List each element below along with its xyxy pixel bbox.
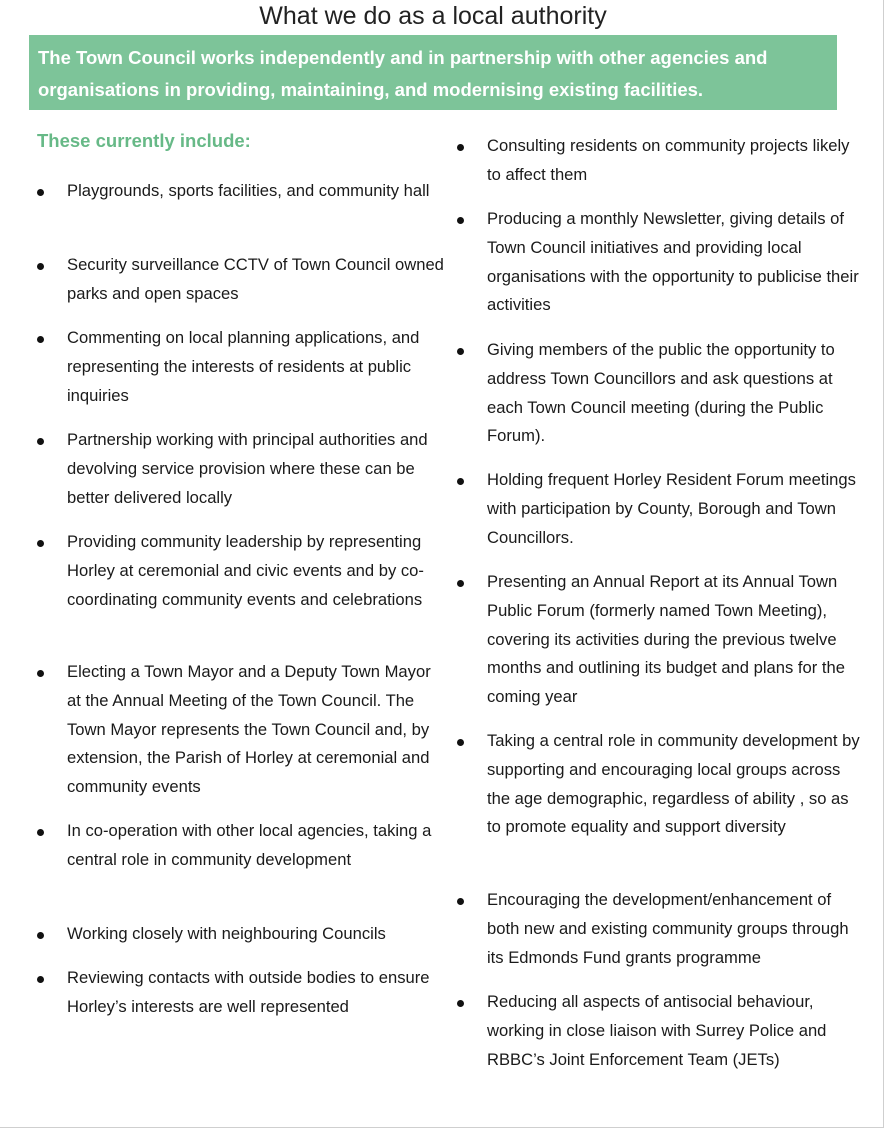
list-item-text: Playgrounds, sports facilities, and community hall xyxy=(67,181,430,200)
bullet-icon xyxy=(457,1000,464,1007)
bullet-icon xyxy=(37,670,44,677)
list-item-text: Reviewing contacts with outside bodies to ensure Horley’s interests are well represented xyxy=(67,968,430,1016)
list-item-text: Holding frequent Horley Resident Forum meetings with participation by County, Borough and Town Councillors. xyxy=(487,470,856,547)
list-item xyxy=(487,988,865,1074)
list-item-text: In co-operation with other local agencies, taking a central role in community development xyxy=(67,821,432,869)
bullet-icon xyxy=(457,898,464,905)
bullet-icon xyxy=(457,739,464,746)
list-item xyxy=(67,817,445,875)
bullet-icon xyxy=(457,217,464,224)
page-title: What we do as a local authority xyxy=(259,2,607,30)
bullet-icon xyxy=(457,348,464,355)
list-item xyxy=(487,568,865,712)
list-item xyxy=(67,426,445,512)
list-item xyxy=(67,528,445,614)
bullet-icon xyxy=(457,144,464,151)
list-item-text: Commenting on local planning applications, and representing the interests of residents at public inquiries xyxy=(67,328,420,405)
intro-banner: The Town Council works independently and in partnership with other agencies and organisations in providing, maintaining, and modernising existing facilities. xyxy=(29,35,837,110)
list-item-text: Producing a monthly Newsletter, giving details of Town Council initiatives and providing local organisations with the opportunity to publicise their activities xyxy=(487,209,859,315)
bullet-icon xyxy=(457,580,464,587)
list-item-text: Security surveillance CCTV of Town Council owned parks and open spaces xyxy=(67,255,444,303)
bullet-icon xyxy=(37,932,44,939)
list-item-text: Electing a Town Mayor and a Deputy Town Mayor at the Annual Meeting of the Town Council. The Town Mayor represents the Town Council and, by extension, the Parish of Horley at ceremonial and community events xyxy=(67,662,431,797)
bullet-icon xyxy=(457,478,464,485)
list-item xyxy=(67,324,445,410)
list-item xyxy=(67,251,445,309)
list-item xyxy=(487,336,865,451)
bullet-icon xyxy=(37,336,44,343)
list-item xyxy=(487,727,865,842)
list-item xyxy=(487,132,865,190)
list-item-text: Taking a central role in community development by supporting and encouraging local groups across the age demographic, regardless of ability , so as to promote equality and support diversity xyxy=(487,731,860,837)
list-item-text: Reducing all aspects of antisocial behaviour, working in close liaison with Surrey Police and RBBC’s Joint Enforcement Team (JETs) xyxy=(487,992,827,1069)
list-item-text: Working closely with neighbouring Councils xyxy=(67,924,386,943)
list-item-text: Giving members of the public the opportunity to address Town Councillors and ask questions at each Town Council meeting (during the Public Forum). xyxy=(487,340,835,446)
list-item xyxy=(67,964,445,1022)
bullet-icon xyxy=(37,438,44,445)
bullet-icon xyxy=(37,540,44,547)
list-item-text: Encouraging the development/enhancement of both new and existing community groups through its Edmonds Fund grants programme xyxy=(487,890,849,967)
bullet-icon xyxy=(37,976,44,983)
list-item-text: Presenting an Annual Report at its Annual Town Public Forum (formerly named Town Meeting), covering its activities during the previous twelve months and outlining its budget and plans for the coming year xyxy=(487,572,845,707)
list-item xyxy=(67,658,445,802)
list-item xyxy=(487,466,865,552)
bullet-icon xyxy=(37,829,44,836)
bullet-icon xyxy=(37,263,44,270)
bullet-icon xyxy=(37,189,44,196)
list-item xyxy=(67,177,445,206)
list-item xyxy=(67,920,445,949)
list-item-text: Partnership working with principal authorities and devolving service provision where these can be better delivered locally xyxy=(67,430,428,507)
list-item xyxy=(487,205,865,320)
list-item-text: Consulting residents on community projects likely to affect them xyxy=(487,136,850,184)
list-subheading: These currently include: xyxy=(37,130,251,151)
list-item xyxy=(487,886,865,972)
list-item-text: Providing community leadership by representing Horley at ceremonial and civic events and by co-coordinating community events and celebrations xyxy=(67,532,424,609)
